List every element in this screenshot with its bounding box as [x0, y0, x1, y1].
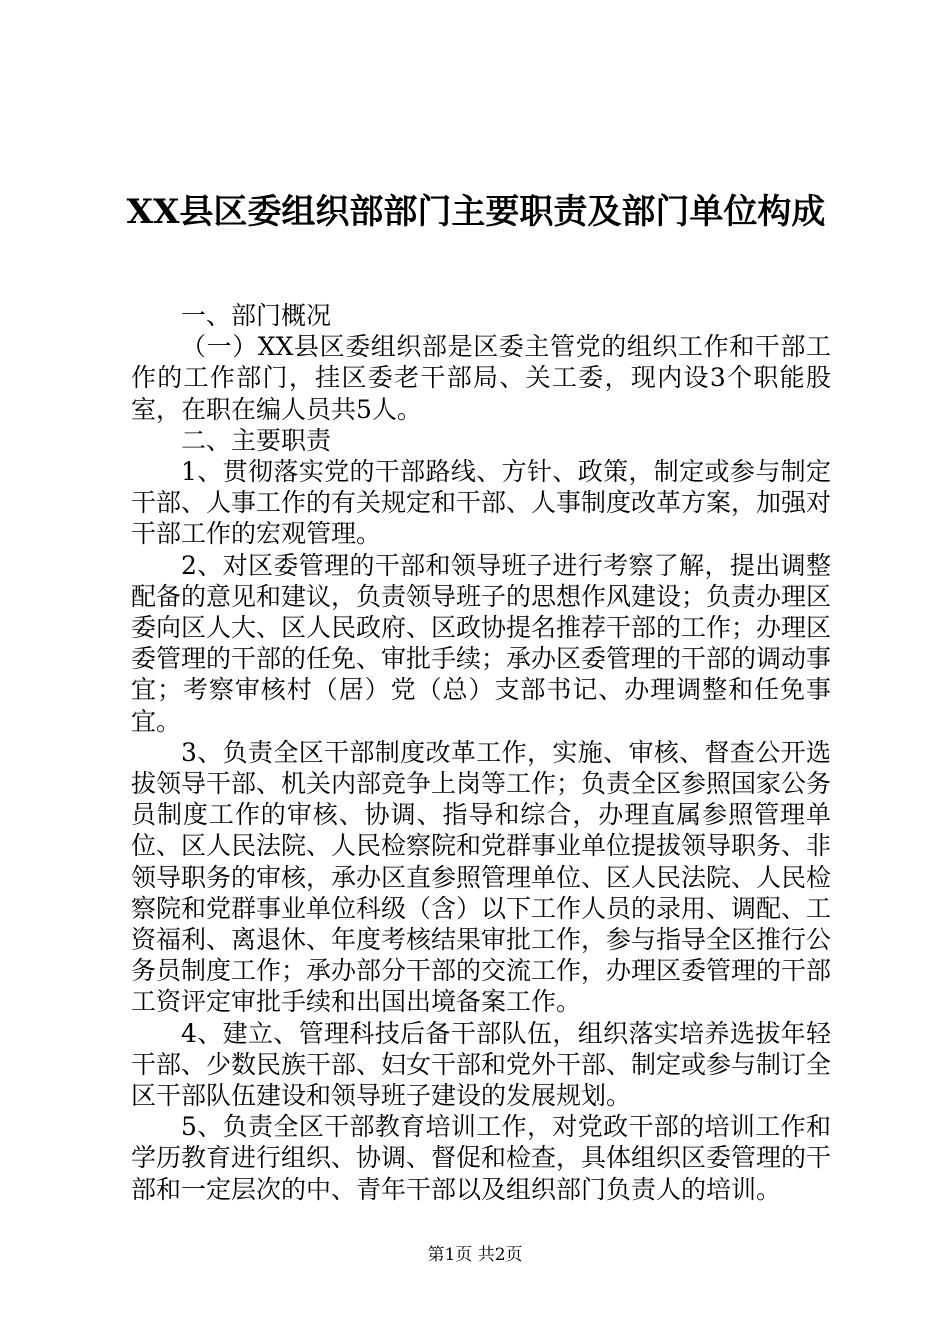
paragraph-duty-5: 5、负责全区干部教育培训工作，对党政干部的培训工作和学历教育进行组织、协调、督促和检查，具体组织区委管理的干部和一定层次的中、青年干部以及组织部门负责人的培训。 — [131, 1112, 832, 1204]
paragraph-duty-1: 1、贯彻落实党的干部路线、方针、政策，制定或参与制定干部、人事工作的有关规定和干部、人事制度改革方案，加强对干部工作的宏观管理。 — [131, 457, 832, 549]
document-title: XX县区委组织部部门主要职责及部门单位构成 — [126, 192, 826, 232]
paragraph-duty-2: 2、对区委管理的干部和领导班子进行考察了解，提出调整配备的意见和建议，负责领导班子的思想作风建设；负责办理区委向区人大、区人民政府、区政协提名推荐干部的工作；办理区委管理的干部的任免、审批手续；承办区委管理的干部的调动事宜；考察审核村（居）党（总）支部书记、办理调整和任免事宜。 — [131, 550, 832, 736]
section-heading-overview: 一、部门概况 — [181, 301, 332, 330]
page-number-footer: 第1页 共2页 — [427, 1245, 523, 1265]
paragraph-duty-3: 3、负责全区干部制度改革工作，实施、审核、督查公开选拔领导干部、机关内部竞争上岗等工作；负责全区参照国家公务员制度工作的审核、协调、指导和综合，办理直属参照管理单位、区人民法院、人民检察院和党群事业单位提拔领导职务、非领导职务的审核，承办区直参照管理单位、区人民法院、人民检察院和党群事业单位科级（含）以下工作人员的录用、调配、工资福利、离退休、年度考核结果审批工作，参与指导全区推行公务员制度工作；承办部分干部的交流工作，办理区委管理的干部工资评定审批手续和出国出境备案工作。 — [131, 737, 832, 1017]
paragraph-duty-4: 4、建立、管理科技后备干部队伍，组织落实培养选拔年轻干部、少数民族干部、妇女干部和党外干部、制定或参与制订全区干部队伍建设和领导班子建设的发展规划。 — [131, 1018, 832, 1111]
document-body — [131, 300, 831, 1205]
section-heading-duties: 二、主要职责 — [181, 425, 332, 455]
paragraph-overview: （一）XX县区委组织部是区委主管党的组织工作和干部工作的工作部门，挂区委老干部局、关工委，现内设3个职能股室，在职在编人员共5人。 — [131, 332, 831, 424]
